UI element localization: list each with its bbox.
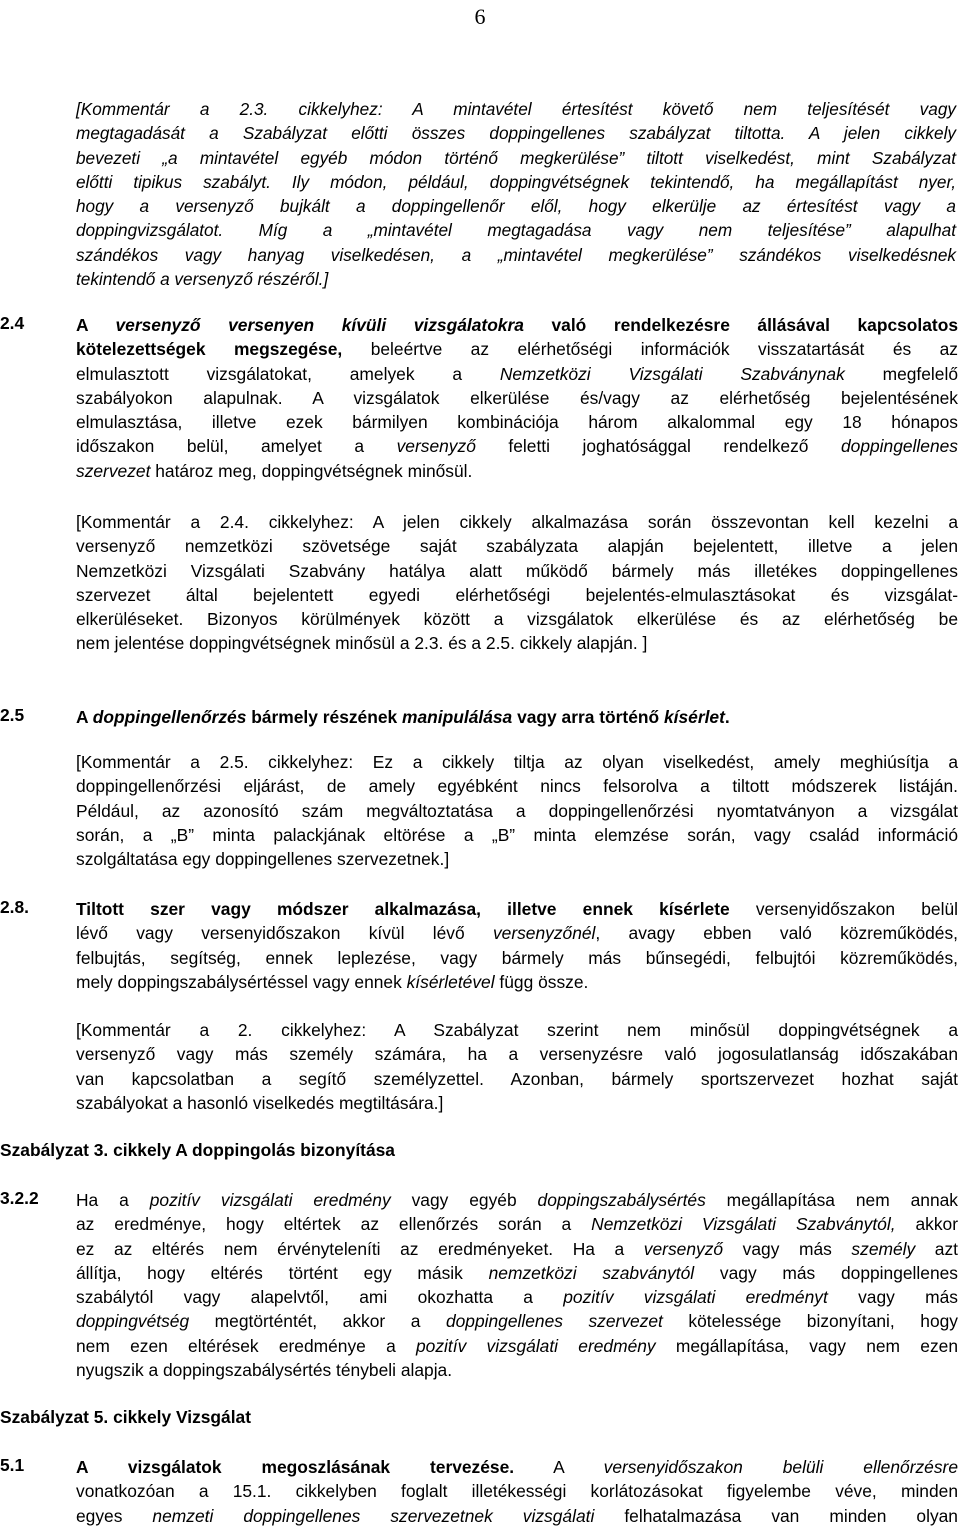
comment-line: bevezeti „a mintavétel egyéb módon történő megkerülése” tiltott viselkedést, mint Szabályzat — [76, 147, 956, 168]
section-body — [76, 897, 958, 994]
article-3-heading: Szabályzat 3. cikkely A doppingolás bizonyítása — [0, 1140, 395, 1160]
section-line: időszakon belül, amelyet a versenyző feletti joghatósággal rendelkező doppingellenes — [76, 436, 958, 457]
section-line: vonatkozóan a 15.1. cikkelyben foglalt illetékességi korlátozásokat figyelembe véve, minden — [76, 1481, 958, 1502]
comment-line: [Kommentár a 2.3. cikkelyhez: A mintavétel értesítést követő nem teljesítését vagy — [76, 99, 956, 119]
comment-line: [Kommentár a 2. cikkelyhez: A Szabályzat szerint nem minősül doppingvétségnek a — [76, 1020, 958, 1040]
section-line: állítja, hogy eltérés történt egy másik nemzetközi szabványtól vagy más doppingellenes — [76, 1262, 959, 1283]
comment-line: szolgáltatása egy doppingellenes szervezetnek.] — [76, 849, 450, 870]
comment-line: versenyző nemzetközi szövetsége saját szabályzata alapján bejelentett, illetve a jelen — [76, 536, 958, 557]
comment-line: hogy a versenyző bujkált a doppingellenőr elől, hogy elkerülje az értesítést vagy a — [76, 196, 956, 217]
section-line: lévő vagy versenyidőszakon kívül lévő versenyzőnél, avagy ebben való közreműködés, — [76, 923, 958, 944]
comment-line: nem jelentése doppingvétségnek minősül a 2.3. és a 2.5. cikkely alapján. ] — [76, 633, 648, 654]
comment-2-4 — [76, 510, 958, 656]
section-line: A doppingellenőrzés bármely részének manipulálása vagy arra történő kísérlet. — [76, 707, 730, 727]
comment-line: szabályokat a hasonló viselkedés megtiltására.] — [76, 1092, 444, 1113]
section-body — [76, 705, 958, 729]
comment-line: Nemzetközi Vizsgálati Szabvány hatálya alatt működő bármely más illetékes doppingellenes — [76, 560, 958, 581]
comment-line: van kapcsolatban a segítő személyzettel. Azonban, bármely sportszervezet hozhat saját — [76, 1068, 958, 1089]
section-body — [76, 313, 958, 483]
section-line: szabálytól vagy alapelvtől, ami okozhatta a pozitív vizsgálati eredményt vagy más — [76, 1287, 958, 1308]
comment-line: [Kommentár a 2.5. cikkelyhez: Ez a cikkely tiltja az olyan viselkedést, amely meghiúsítja a — [76, 752, 958, 772]
section-line: A vizsgálatok megoszlásának tervezése. A versenyidőszakon belüli ellenőrzésre — [76, 1457, 959, 1477]
section-line: szervezet határoz meg, doppingvétségnek minősül. — [76, 460, 473, 481]
comment-2-5 — [76, 750, 958, 871]
section-line: doppingvétség megtörténtét, akkor a doppingellenes szervezet kötelessége bizonyítani, hogy — [76, 1311, 958, 1332]
comment-line: megtagadását a Szabályzat előtti összes doppingellenes szabályzat tiltotta. A jelen cikkely — [76, 123, 956, 144]
section-body — [76, 1455, 958, 1528]
comment-line: [Kommentár a 2.4. cikkelyhez: A jelen cikkely alkalmazása során összevontan kell kezelni a — [76, 512, 958, 532]
comment-line: doppingellenőrzési eljárást, de amely egyébként nincs felsorolva a tiltott módszerek listáján. — [76, 776, 958, 797]
comment-line: versenyző vagy más személy számára, ha a versenyzésre való jogosulatlanság időszakában — [76, 1044, 958, 1065]
comment-line: tekintendő a versenyző részéről.] — [76, 269, 329, 290]
comment-line: Például, az azonosító szám megváltoztatása a doppingellenőrzési nyomtatványon a vizsgálat — [76, 800, 958, 821]
page-number: 6 — [474, 4, 486, 29]
section-line: Ha a pozitív vizsgálati eredmény vagy egyéb doppingszabálysértés megállapítása nem annak — [76, 1190, 958, 1210]
comment-2-3 — [76, 97, 956, 291]
comment-line: elkerüléseket. Bizonyos körülmények között a vizsgálatok elkerülése és az elérhetőség be — [76, 609, 958, 630]
comment-line: során, a „B” minta palackjának eltörése a „B” minta elemzése során, vagy család információ — [76, 824, 958, 845]
section-line: egyes nemzeti doppingellenes szervezetnek vizsgálati felhatalmazása van minden olyan — [76, 1505, 958, 1526]
comment-line: szervezet által bejelentett egyedi elérhetőségi bejelentés-elmulasztásokat és vizsgálat- — [76, 584, 958, 605]
comment-line: előtti tipikus szabályt. Ily módon, például, doppingvétségnek tekintendő, ha megállapítást nyer, — [76, 171, 956, 192]
section-line: nyugszik a doppingszabálysértés ténybeli alapja. — [76, 1360, 453, 1381]
section-line: szabályokon alapulnak. A vizsgálatok elkerülése és/vagy az elérhetőség bejelentésének — [76, 387, 958, 408]
section-line: felbujtás, segítség, ennek leplezése, vagy bármely más bűnsegédi, felbujtói közreműködés, — [76, 947, 958, 968]
section-line: nem ezen eltérések eredménye a pozitív vizsgálati eredmény megállapítása, vagy nem ezen — [76, 1335, 958, 1356]
comment-line: szándékos vagy hanyag viselkedésen, a „mintavétel megkerülése” szándékos viselkedésnek — [76, 244, 956, 265]
article-5-heading: Szabályzat 5. cikkely Vizsgálat — [0, 1407, 252, 1427]
section-line: kötelezettségek megszegése, beleértve az elérhetőségi információk visszatartását és az — [76, 339, 958, 360]
section-line: ez az eltérés nem érvényteleníti az eredményeket. Ha a versenyző vagy más személy azt — [76, 1238, 958, 1259]
section-number: 2.5 — [0, 705, 25, 725]
comment-2 — [76, 1018, 958, 1115]
comment-line: doppingvizsgálatot. Míg a „mintavétel megtagadása vagy nem teljesítése” alapulhat — [76, 220, 956, 241]
section-line: mely doppingszabálysértéssel vagy ennek kísérletével függ össze. — [76, 971, 589, 992]
section-line: elmulasztása, illetve ezek bármilyen kombinációja három alkalommal egy 18 hónapos — [76, 412, 958, 433]
section-line: elmulasztott vizsgálatokat, amelyek a Nemzetközi Vizsgálati Szabványnak megfelelő — [76, 363, 959, 384]
section-number: 5.1 — [0, 1455, 25, 1475]
section-number: 3.2.2 — [0, 1188, 39, 1208]
section-line: az eredménye, hogy eltértek az ellenőrzés során a Nemzetközi Vizsgálati Szabványtól, akkor — [76, 1214, 958, 1235]
section-number: 2.8. — [0, 897, 30, 917]
section-line: A versenyző versenyen kívüli vizsgálatokra való rendelkezésre állásával kapcsolatos — [76, 315, 959, 335]
section-body — [76, 1188, 958, 1382]
section-number: 2.4 — [0, 313, 25, 333]
section-line: Tiltott szer vagy módszer alkalmazása, illetve ennek kísérlete versenyidőszakon belül — [76, 899, 958, 919]
